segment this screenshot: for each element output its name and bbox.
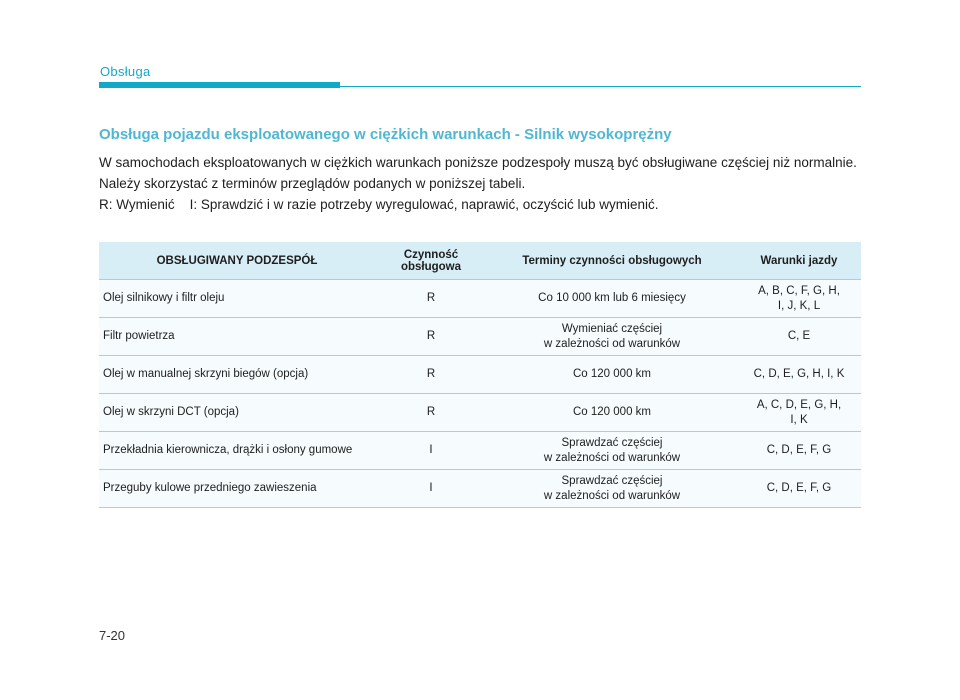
cell-line: Sprawdzać częściej [561,474,663,487]
cell-action: R [375,394,487,432]
cell-part: Olej w manualnej skrzyni biegów (opcja) [99,356,375,394]
cell-line: Co 120 000 km [573,368,651,380]
cell-line: I, K [790,413,808,426]
section-label: Obsługa [100,64,151,79]
cell-interval [487,432,737,470]
page-number: 7-20 [99,628,126,643]
header-accent-bar [99,82,340,88]
intro-legend: R: Wymienić I: Sprawdzić i w razie potrzeby wyregulować, naprawić, oczyścić lub wymienić. [99,197,659,212]
cell-part: Przeguby kulowe przedniego zawieszenia [99,470,375,508]
intro-paragraph-2: Należy skorzystać z terminów przeglądów podanych w poniższej tabeli. [99,176,526,191]
cell-line: C, D, E, F, G [766,482,832,494]
cell-part: Olej w skrzyni DCT (opcja) [99,394,375,432]
table-row [99,318,861,356]
table-row [99,470,861,508]
table-header-row [99,242,861,280]
cell-conditions [737,470,861,508]
cell-action: R [375,356,487,394]
cell-line: C, E [787,330,811,342]
cell-line: A, B, C, F, G, H, [758,284,840,297]
cell-conditions [737,356,861,394]
cell-action: R [375,318,487,356]
intro-paragraph-1: W samochodach eksploatowanych w ciężkich warunkach poniższe podzespoły muszą być obsługiwane częściej niż normalnie. [99,155,857,170]
cell-line: w zależności od warunków [543,489,681,502]
table-row [99,280,861,318]
cell-line: Wymieniać częściej [561,322,663,335]
cell-part: Olej silnikowy i filtr oleju [99,280,375,318]
cell-conditions [737,432,861,470]
cell-action: I [375,432,487,470]
cell-line: C, D, E, G, H, I, K [753,368,845,380]
cell-part: Przekładnia kierownicza, drążki i osłony gumowe [99,432,375,470]
cell-line: Co 120 000 km [573,406,651,418]
maintenance-table [99,242,861,508]
cell-action: I [375,470,487,508]
cell-interval [487,318,737,356]
cell-interval [487,394,737,432]
cell-line: Co 10 000 km lub 6 miesięcy [538,292,686,304]
intro-text [99,154,874,217]
cell-conditions [737,318,861,356]
header-conditions: Warunki jazdy [737,242,861,280]
table-row [99,432,861,470]
cell-line: w zależności od warunków [543,451,681,464]
page-heading: Obsługa pojazdu eksploatowanego w ciężkich warunkach - Silnik wysokoprężny [99,126,672,143]
cell-interval [487,356,737,394]
header-rule [340,86,861,87]
header-part: OBSŁUGIWANY PODZESPÓŁ [99,242,375,280]
cell-conditions [737,394,861,432]
header-action: Czynność obsługowa [375,242,487,280]
cell-conditions [737,280,861,318]
cell-action: R [375,280,487,318]
cell-line: w zależności od warunków [543,337,681,350]
cell-line: Sprawdzać częściej [561,436,663,449]
cell-interval [487,470,737,508]
header-interval: Terminy czynności obsługowych [487,242,737,280]
cell-part: Filtr powietrza [99,318,375,356]
table-row [99,356,861,394]
cell-line: C, D, E, F, G [766,444,832,456]
cell-line: I, J, K, L [777,299,821,312]
cell-interval [487,280,737,318]
cell-line: A, C, D, E, G, H, [756,398,842,411]
table-row [99,394,861,432]
